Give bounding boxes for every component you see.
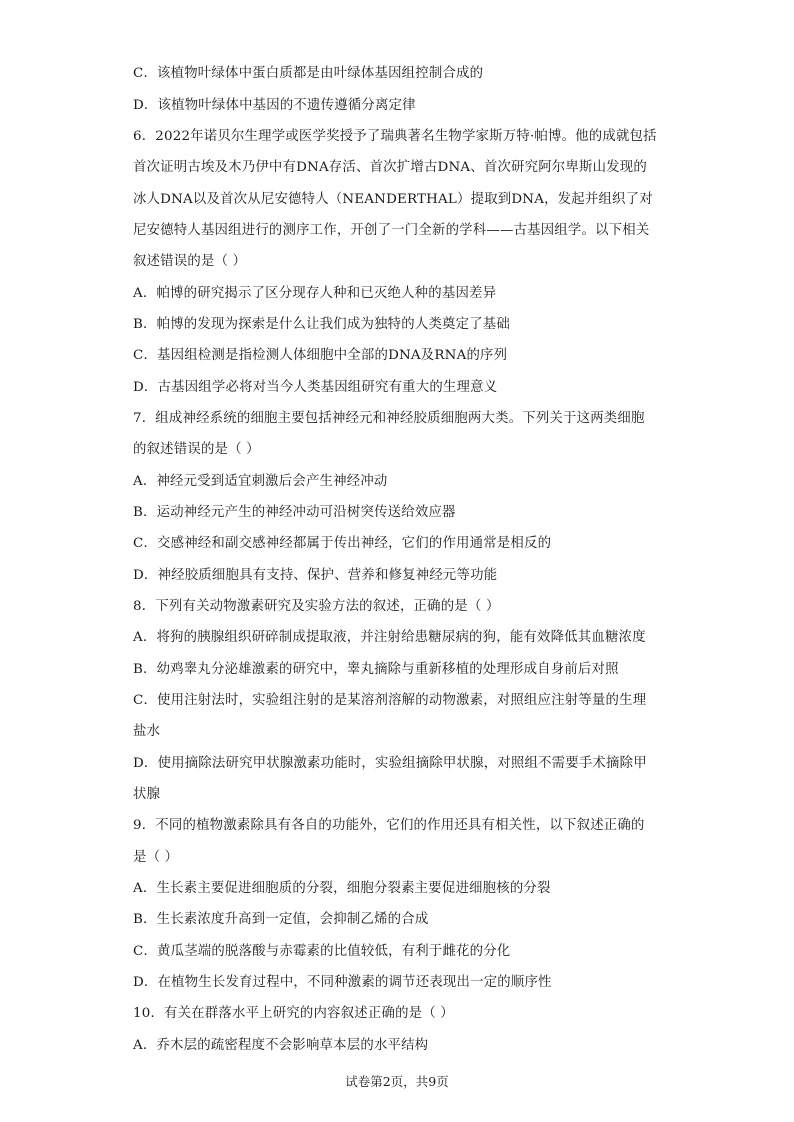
q6-option-a: A．帕博的研究揭示了区分现存人种和已灭绝人种的基因差异 [133, 286, 497, 301]
q6-stem-line-2: 首次证明古埃及木乃伊中有DNA存活、首次扩增古DNA、首次研究阿尔卑斯山发现的 [133, 160, 647, 175]
q6-stem-line-5: 叙述错误的是（ ） [133, 254, 247, 269]
q9-option-a: A．生长素主要促进细胞质的分裂，细胞分裂素主要促进细胞核的分裂 [133, 881, 551, 896]
q5-option-d: D．该植物叶绿体中基因的不遗传遵循分离定律 [133, 98, 416, 113]
q8-stem: 8．下列有关动物激素研究及实验方法的叙述，正确的是（ ） [133, 599, 500, 614]
q8-option-c-line-2: 盐水 [133, 724, 161, 739]
q10-option-a: A．乔木层的疏密程度不会影响草本层的水平结构 [133, 1038, 429, 1053]
q7-option-d: D．神经胶质细胞具有支持、保护、营养和修复神经元等功能 [133, 568, 498, 583]
q5-option-c: C．该植物叶绿体中蛋白质都是由叶绿体基因组控制合成的 [133, 66, 484, 81]
q6-stem-line-4: 尼安德特人基因组进行的测序工作，开创了一门全新的学科——古基因组学。以下相关 [133, 223, 650, 238]
q8-option-a: A．将狗的胰腺组织研碎制成提取液，并注射给患糖尿病的狗，能有效降低其血糖浓度 [133, 630, 646, 645]
q6-stem-line-3: 冰人DNA以及首次从尼安德特人（NEANDERTHAL）提取到DNA，发起并组织了对 [133, 192, 653, 207]
q6-option-d: D．古基因组学必将对当今人类基因组研究有重大的生理意义 [133, 380, 498, 395]
page-footer: 试卷第2页，共9页 [345, 1074, 449, 1089]
q7-option-b: B．运动神经元产生的神经冲动可沿树突传送给效应器 [133, 505, 456, 520]
q7-option-c: C．交感神经和副交感神经都属于传出神经，它们的作用通常是相反的 [133, 536, 552, 551]
q10-stem: 10．有关在群落水平上研究的内容叙述正确的是（ ） [133, 1006, 454, 1021]
q6-option-c: C．基因组检测是指检测人体细胞中全部的DNA及RNA的序列 [133, 348, 508, 363]
q8-option-c-line-1: C．使用注射法时，实验组注射的是某溶剂溶解的动物激素，对照组应注射等量的生理 [133, 693, 647, 708]
q6-stem-line-1: 6．2022年诺贝尔生理学或医学奖授予了瑞典著名生物学家斯万特·帕博。他的成就包括 [133, 129, 657, 144]
q7-stem-line-1: 7．组成神经系统的细胞主要包括神经元和神经胶质细胞两大类。下列关于这两类细胞 [133, 411, 645, 426]
q6-option-b: B．帕博的发现为探索是什么让我们成为独特的人类奠定了基础 [133, 317, 510, 332]
q9-stem-line-2: 是（ ） [133, 850, 179, 865]
q7-option-a: A．神经元受到适宜刺激后会产生神经冲动 [133, 474, 388, 489]
q9-stem-line-1: 9．不同的植物激素除具有各自的功能外，它们的作用还具有相关性，以下叙述正确的 [133, 818, 645, 833]
q9-option-c: C．黄瓜茎端的脱落酸与赤霉素的比值较低，有利于雌花的分化 [133, 944, 511, 959]
q8-option-d-line-2: 状腺 [133, 787, 161, 802]
q8-option-d-line-1: D．使用摘除法研究甲状腺激素功能时，实验组摘除甲状腺，对照组不需要手术摘除甲 [133, 756, 647, 771]
q7-stem-line-2: 的叙述错误的是（ ） [133, 442, 260, 457]
q9-option-b: B．生长素浓度升高到一定值，会抑制乙烯的合成 [133, 912, 429, 927]
q8-option-b: B．幼鸡睾丸分泌雄激素的研究中，睾丸摘除与重新移植的处理形成自身前后对照 [133, 662, 619, 677]
q9-option-d: D．在植物生长发育过程中，不同种激素的调节还表现出一定的顺序性 [133, 975, 552, 990]
